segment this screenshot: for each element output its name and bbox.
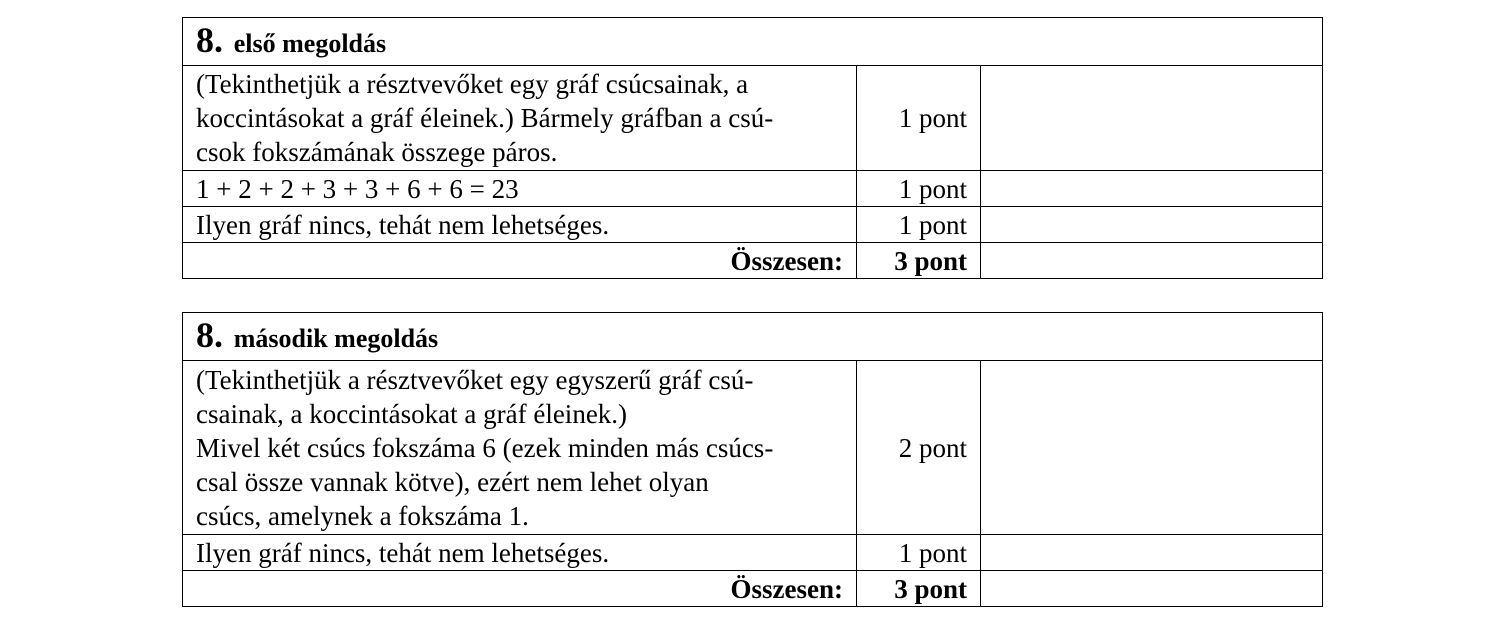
table-row xyxy=(183,66,1323,171)
solution-step-text xyxy=(183,361,857,535)
text-line: Ilyen gráf nincs, tehát nem lehetséges. xyxy=(196,209,610,240)
solution-step-text xyxy=(183,66,857,171)
text-line: koccintásokat a gráf éleinek.) Bármely gráfban a csú- xyxy=(196,103,774,133)
text-line: (Tekinthetjük a résztvevőket egy egyszerű gráf csú- xyxy=(196,364,754,395)
table-row xyxy=(183,171,1323,207)
solution-1-header-row xyxy=(183,18,1323,66)
table-row xyxy=(183,361,1323,535)
solution-1-table xyxy=(182,17,1323,279)
grader-cell xyxy=(981,361,1323,535)
total-label: Összesen: xyxy=(183,571,857,607)
total-points: 3 pont xyxy=(857,571,981,607)
grader-cell xyxy=(981,243,1323,279)
text-line: csal össze vannak kötve), ezért nem lehet olyan xyxy=(196,466,709,497)
total-points: 3 pont xyxy=(857,243,981,279)
total-label: Összesen: xyxy=(183,243,857,279)
text-line: Mivel két csúcs fokszáma 6 (ezek minden más csúcs- xyxy=(196,432,774,463)
grader-cell xyxy=(981,171,1323,207)
text-line: csok fokszámának összege páros. xyxy=(196,137,558,167)
solution-2-header xyxy=(183,313,1323,361)
solution-2-header-row xyxy=(183,313,1323,361)
step-points: 1 pont xyxy=(857,207,981,243)
step-points: 1 pont xyxy=(857,535,981,571)
solution-step-text xyxy=(183,535,857,571)
text-line: csainak, a koccintásokat a gráf éleinek.) xyxy=(196,398,628,429)
step-points: 1 pont xyxy=(857,66,981,171)
text-line: 1 + 2 + 2 + 3 + 3 + 6 + 6 = 23 xyxy=(196,173,519,204)
solution-step-text xyxy=(183,171,857,207)
grader-cell xyxy=(981,66,1323,171)
step-points: 1 pont xyxy=(857,171,981,207)
question-number: 8. xyxy=(196,314,223,355)
solution-step-text xyxy=(183,207,857,243)
table-row xyxy=(183,207,1323,243)
question-number: 8. xyxy=(196,19,223,60)
total-row xyxy=(183,243,1323,279)
grader-cell xyxy=(981,207,1323,243)
grader-cell xyxy=(981,535,1323,571)
text-line: csúcs, amelynek a fokszáma 1. xyxy=(196,500,529,531)
solution-2-table xyxy=(182,312,1323,607)
grader-cell xyxy=(981,571,1323,607)
solution-title: első megoldás xyxy=(233,28,387,58)
text-line: (Tekinthetjük a résztvevőket egy gráf csúcsainak, a xyxy=(196,69,749,99)
solution-title: második megoldás xyxy=(233,323,439,353)
text-line: Ilyen gráf nincs, tehát nem lehetséges. xyxy=(196,537,610,568)
table-row xyxy=(183,535,1323,571)
step-points: 2 pont xyxy=(857,361,981,535)
solution-1-header xyxy=(183,18,1323,66)
total-row xyxy=(183,571,1323,607)
